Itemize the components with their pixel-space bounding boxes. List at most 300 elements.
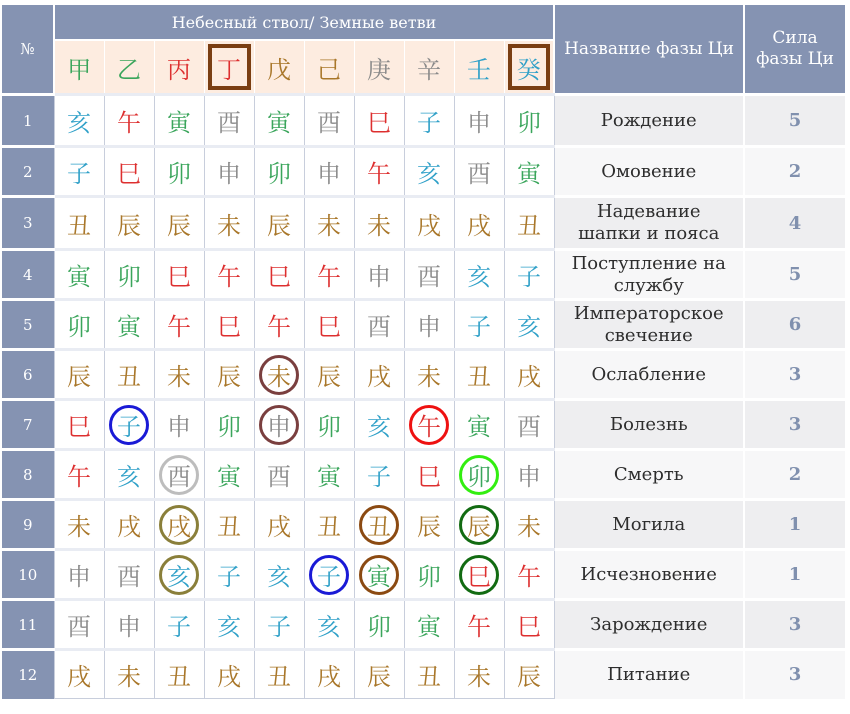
row-number: 5 <box>2 300 54 350</box>
branch-glyph: 巳 <box>417 463 441 491</box>
branch-cell <box>104 400 154 450</box>
branch-glyph: 巳 <box>317 313 341 341</box>
branch-cell <box>354 650 404 699</box>
branch-cell <box>54 300 104 350</box>
highlight-ring <box>459 455 499 495</box>
branch-cell <box>304 300 354 350</box>
branch-cell <box>154 500 204 550</box>
branch-glyph: 亥 <box>117 463 141 491</box>
branch-cell <box>504 600 554 650</box>
branch-glyph: 子 <box>517 263 541 291</box>
branch-glyph: 寅 <box>117 313 141 341</box>
branch-cell <box>354 250 404 300</box>
branch-glyph: 卯 <box>417 563 441 591</box>
branch-cell <box>154 350 204 400</box>
branch-cell <box>454 350 504 400</box>
highlight-ring <box>309 555 349 595</box>
table-row <box>2 350 845 400</box>
branch-cell <box>504 450 554 500</box>
branch-glyph: 未 <box>467 663 491 691</box>
stem-bing: 丙 <box>154 40 204 95</box>
branch-cell <box>154 250 204 300</box>
branch-glyph: 午 <box>467 613 491 641</box>
branch-glyph: 辰 <box>267 211 291 240</box>
branch-cell <box>254 250 304 300</box>
branch-cell <box>304 450 354 500</box>
phase-name-line1: Зарождение <box>590 613 708 635</box>
stem-ding: 丁 <box>204 40 254 95</box>
phase-name-line1: Смерть <box>613 463 684 485</box>
phase-power: 2 <box>744 450 845 500</box>
branch-cell <box>404 550 454 600</box>
branch-glyph: 辰 <box>67 363 91 391</box>
branch-glyph: 丑 <box>117 363 141 391</box>
branch-cell <box>504 500 554 550</box>
branch-glyph: 亥 <box>367 413 391 441</box>
branch-cell <box>154 300 204 350</box>
branch-glyph: 亥 <box>417 160 441 188</box>
branch-cell <box>404 197 454 250</box>
branch-glyph: 寅 <box>417 613 441 641</box>
branch-cell <box>354 550 404 600</box>
branch-cell <box>404 350 454 400</box>
phase-name <box>554 500 744 550</box>
phase-power: 6 <box>744 300 845 350</box>
branch-glyph: 巳 <box>217 313 241 341</box>
branch-cell <box>454 650 504 699</box>
branch-glyph: 寅 <box>217 463 241 491</box>
row-number: 1 <box>2 95 54 147</box>
stems-branches-title: Небесный ствол/ Земные ветви <box>54 5 554 40</box>
branch-glyph: 申 <box>67 563 91 591</box>
row-number: 8 <box>2 450 54 500</box>
phase-name <box>554 300 744 350</box>
phase-name <box>554 197 744 250</box>
branch-glyph: 寅 <box>367 563 391 591</box>
branch-glyph: 亥 <box>167 563 191 591</box>
table-row <box>2 147 845 197</box>
branch-glyph: 未 <box>217 211 241 240</box>
branch-cell <box>54 450 104 500</box>
phase-name-line1: Надевание <box>596 201 701 222</box>
branch-cell <box>254 400 304 450</box>
branch-cell <box>104 250 154 300</box>
branch-cell <box>54 500 104 550</box>
highlight-ring <box>359 555 399 595</box>
row-number: 10 <box>2 550 54 600</box>
table-row <box>2 500 845 550</box>
branch-glyph: 申 <box>467 109 491 137</box>
phase-power: 3 <box>744 600 845 650</box>
branch-glyph: 子 <box>67 160 91 188</box>
phase-power: 2 <box>744 147 845 197</box>
phase-name-line2: свечение <box>604 324 693 346</box>
branch-glyph: 丑 <box>217 513 241 541</box>
branch-glyph: 子 <box>317 563 341 591</box>
branch-glyph: 辰 <box>367 663 391 691</box>
table-row <box>2 197 845 250</box>
branch-cell <box>104 147 154 197</box>
branch-cell <box>354 147 404 197</box>
branch-cell <box>354 197 404 250</box>
branch-glyph: 亥 <box>267 563 291 591</box>
branch-cell <box>304 197 354 250</box>
branch-cell <box>304 500 354 550</box>
branch-glyph: 午 <box>67 463 91 491</box>
row-number: 2 <box>2 147 54 197</box>
phase-name <box>554 600 744 650</box>
branch-glyph: 未 <box>517 513 541 541</box>
branch-cell <box>354 350 404 400</box>
branch-cell <box>404 95 454 147</box>
branch-cell <box>454 147 504 197</box>
phase-name <box>554 400 744 450</box>
branch-cell <box>154 95 204 147</box>
branch-glyph: 巳 <box>67 413 91 441</box>
branch-glyph: 戌 <box>467 211 491 240</box>
branch-cell <box>54 400 104 450</box>
branch-cell <box>54 197 104 250</box>
branch-glyph: 子 <box>417 109 441 137</box>
branch-glyph: 辰 <box>317 363 341 391</box>
branch-glyph: 卯 <box>217 413 241 441</box>
phase-name-line2: службу <box>613 274 684 296</box>
branch-glyph: 辰 <box>117 211 141 240</box>
phase-name <box>554 650 744 699</box>
branch-cell <box>354 600 404 650</box>
branch-cell <box>404 600 454 650</box>
branch-cell <box>404 650 454 699</box>
branch-cell <box>504 147 554 197</box>
branch-cell <box>504 400 554 450</box>
branch-glyph: 酉 <box>317 109 341 137</box>
branch-glyph: 子 <box>117 413 141 441</box>
row-number: 12 <box>2 650 54 699</box>
branch-glyph: 戌 <box>117 513 141 541</box>
branch-glyph: 午 <box>367 160 391 188</box>
branch-cell <box>204 147 254 197</box>
branch-glyph: 戌 <box>267 513 291 541</box>
branch-cell <box>204 600 254 650</box>
branch-glyph: 申 <box>367 263 391 291</box>
branch-cell <box>404 400 454 450</box>
phase-power: 3 <box>744 350 845 400</box>
branch-glyph: 午 <box>517 563 541 591</box>
branch-cell <box>504 300 554 350</box>
highlight-ring <box>159 555 199 595</box>
branch-cell <box>254 450 304 500</box>
highlight-ring <box>459 505 499 545</box>
highlight-ring <box>459 555 499 595</box>
branch-cell <box>354 450 404 500</box>
branch-glyph: 戌 <box>317 663 341 691</box>
branch-cell <box>304 250 354 300</box>
table-row <box>2 600 845 650</box>
branch-glyph: 寅 <box>467 413 491 441</box>
row-number: 3 <box>2 197 54 250</box>
branch-cell <box>254 600 304 650</box>
stem-jia: 甲 <box>54 40 104 95</box>
branch-glyph: 午 <box>317 263 341 291</box>
branch-glyph: 申 <box>417 313 441 341</box>
phase-name <box>554 250 744 300</box>
phase-power-header-line1: Сила <box>772 28 818 48</box>
branch-glyph: 子 <box>217 563 241 591</box>
highlight-ring <box>359 505 399 545</box>
branch-glyph: 酉 <box>217 109 241 137</box>
branch-glyph: 丑 <box>417 663 441 691</box>
highlight-ring <box>409 405 449 445</box>
phase-name-line2: шапки и пояса <box>578 223 720 244</box>
branch-glyph: 午 <box>267 313 291 341</box>
highlight-ring <box>259 405 299 445</box>
branch-cell <box>204 400 254 450</box>
branch-glyph: 子 <box>167 613 191 641</box>
phase-name <box>554 450 744 500</box>
branch-glyph: 未 <box>317 211 341 240</box>
branch-glyph: 卯 <box>367 613 391 641</box>
branch-cell <box>54 550 104 600</box>
branch-cell <box>504 350 554 400</box>
branch-cell <box>504 250 554 300</box>
phase-name-line1: Омовение <box>601 160 697 182</box>
table-row <box>2 300 845 350</box>
branch-glyph: 酉 <box>167 463 191 491</box>
table-row <box>2 450 845 500</box>
branch-cell <box>304 95 354 147</box>
highlight-ring <box>159 455 199 495</box>
branch-cell <box>204 550 254 600</box>
branch-cell <box>354 95 404 147</box>
branch-glyph: 午 <box>417 413 441 441</box>
branch-glyph: 申 <box>167 413 191 441</box>
branch-cell <box>504 95 554 147</box>
row-number: 6 <box>2 350 54 400</box>
branch-glyph: 卯 <box>467 463 491 491</box>
branch-cell <box>454 250 504 300</box>
branch-glyph: 酉 <box>67 613 91 641</box>
branch-cell <box>254 95 304 147</box>
phase-power-header <box>744 5 845 95</box>
branch-glyph: 寅 <box>67 263 91 291</box>
branch-glyph: 戌 <box>167 513 191 541</box>
branch-glyph: 戌 <box>217 663 241 691</box>
phase-name <box>554 147 744 197</box>
row-number: 7 <box>2 400 54 450</box>
branch-cell <box>204 350 254 400</box>
branch-glyph: 酉 <box>517 413 541 441</box>
branch-cell <box>504 550 554 600</box>
table-row <box>2 250 845 300</box>
branch-glyph: 辰 <box>417 513 441 541</box>
branch-glyph: 酉 <box>267 463 291 491</box>
phase-name-line1: Исчезновение <box>580 563 717 585</box>
branch-glyph: 丑 <box>367 513 391 541</box>
branch-cell <box>154 650 204 699</box>
phase-power: 1 <box>744 550 845 600</box>
highlight-ring <box>159 505 199 545</box>
branch-cell <box>254 197 304 250</box>
branch-cell <box>204 650 254 699</box>
branch-cell <box>104 500 154 550</box>
branch-glyph: 卯 <box>67 313 91 341</box>
branch-glyph: 未 <box>267 363 291 391</box>
branch-glyph: 午 <box>117 109 141 137</box>
branch-glyph: 亥 <box>67 109 91 137</box>
branch-glyph: 亥 <box>517 313 541 341</box>
branch-cell <box>304 600 354 650</box>
branch-cell <box>304 550 354 600</box>
stem-geng: 庚 <box>354 40 404 95</box>
branch-glyph: 戌 <box>67 663 91 691</box>
branch-cell <box>404 250 454 300</box>
branch-cell <box>104 450 154 500</box>
branch-cell <box>54 250 104 300</box>
branch-glyph: 子 <box>367 463 391 491</box>
branch-cell <box>454 500 504 550</box>
branch-glyph: 巳 <box>267 263 291 291</box>
branch-cell <box>404 500 454 550</box>
branch-glyph: 申 <box>317 160 341 188</box>
branch-glyph: 申 <box>217 160 241 188</box>
branch-glyph: 辰 <box>167 211 191 240</box>
branch-glyph: 卯 <box>267 160 291 188</box>
branch-glyph: 酉 <box>117 563 141 591</box>
branch-glyph: 丑 <box>267 663 291 691</box>
phase-power: 4 <box>744 197 845 250</box>
row-number: 4 <box>2 250 54 300</box>
branch-glyph: 申 <box>117 613 141 641</box>
branch-cell <box>404 147 454 197</box>
phase-power: 5 <box>744 250 845 300</box>
table-row <box>2 650 845 699</box>
branch-glyph: 酉 <box>467 160 491 188</box>
branch-glyph: 未 <box>67 513 91 541</box>
branch-cell <box>254 147 304 197</box>
branch-glyph: 子 <box>467 313 491 341</box>
branch-cell <box>204 197 254 250</box>
phase-name-header: Название фазы Ци <box>554 5 744 95</box>
branch-cell <box>204 250 254 300</box>
branch-glyph: 丑 <box>167 663 191 691</box>
number-column-header: № <box>2 5 54 95</box>
phase-name-line1: Болезнь <box>609 413 688 435</box>
branch-glyph: 卯 <box>167 160 191 188</box>
highlight-ring <box>259 355 299 395</box>
table-row <box>2 400 845 450</box>
qi-phases-table <box>2 5 845 699</box>
branch-cell <box>254 650 304 699</box>
branch-glyph: 寅 <box>267 109 291 137</box>
branch-cell <box>454 197 504 250</box>
branch-cell <box>154 600 204 650</box>
phase-power-header-line2: фазы Ци <box>756 49 834 69</box>
branch-cell <box>104 550 154 600</box>
branch-cell <box>204 450 254 500</box>
stem-ren: 壬 <box>454 40 504 95</box>
branch-glyph: 戌 <box>517 363 541 391</box>
branch-cell <box>504 197 554 250</box>
branch-glyph: 酉 <box>417 263 441 291</box>
branch-glyph: 亥 <box>217 613 241 641</box>
branch-glyph: 未 <box>167 363 191 391</box>
branch-cell <box>254 350 304 400</box>
branch-glyph: 巳 <box>467 563 491 591</box>
branch-cell <box>454 95 504 147</box>
branch-glyph: 戌 <box>417 211 441 240</box>
branch-glyph: 卯 <box>317 413 341 441</box>
branch-cell <box>454 550 504 600</box>
branch-cell <box>304 400 354 450</box>
phase-power: 1 <box>744 500 845 550</box>
branch-cell <box>54 350 104 400</box>
branch-cell <box>154 450 204 500</box>
branch-glyph: 寅 <box>517 160 541 188</box>
branch-cell <box>454 600 504 650</box>
branch-cell <box>354 500 404 550</box>
row-number: 9 <box>2 500 54 550</box>
stem-ji: 己 <box>304 40 354 95</box>
branch-cell <box>204 95 254 147</box>
branch-glyph: 午 <box>217 263 241 291</box>
phase-name-line1: Могила <box>612 513 686 535</box>
branch-cell <box>354 300 404 350</box>
branch-cell <box>304 650 354 699</box>
phase-name <box>554 550 744 600</box>
branch-glyph: 亥 <box>467 263 491 291</box>
phase-name-line1: Ослабление <box>591 363 707 385</box>
branch-glyph: 丑 <box>317 513 341 541</box>
branch-cell <box>104 600 154 650</box>
branch-glyph: 申 <box>517 463 541 491</box>
stem-gui: 癸 <box>504 40 554 95</box>
branch-cell <box>54 95 104 147</box>
branch-cell <box>254 300 304 350</box>
branch-cell <box>504 650 554 699</box>
branch-cell <box>154 197 204 250</box>
branch-cell <box>54 147 104 197</box>
branch-glyph: 申 <box>267 413 291 441</box>
branch-glyph: 未 <box>417 363 441 391</box>
branch-glyph: 亥 <box>317 613 341 641</box>
branch-cell <box>104 197 154 250</box>
highlight-ring <box>109 405 149 445</box>
branch-glyph: 午 <box>167 313 191 341</box>
table-row <box>2 95 845 147</box>
branch-glyph: 辰 <box>217 363 241 391</box>
branch-glyph: 未 <box>117 663 141 691</box>
phase-name-line1: Питание <box>607 663 691 685</box>
branch-glyph: 寅 <box>317 463 341 491</box>
phase-power: 3 <box>744 650 845 699</box>
branch-glyph: 寅 <box>167 109 191 137</box>
branch-cell <box>104 350 154 400</box>
phase-rows <box>2 95 845 699</box>
branch-glyph: 辰 <box>467 513 491 541</box>
branch-cell <box>204 300 254 350</box>
branch-cell <box>104 95 154 147</box>
stem-yi: 乙 <box>104 40 154 95</box>
phase-name-line1: Поступление на <box>571 252 726 274</box>
branch-glyph: 辰 <box>517 663 541 691</box>
phase-name-line1: Императорское <box>573 302 724 324</box>
branch-cell <box>54 650 104 699</box>
branch-cell <box>404 300 454 350</box>
branch-glyph: 戌 <box>367 363 391 391</box>
branch-glyph: 丑 <box>517 211 541 240</box>
branch-cell <box>104 300 154 350</box>
branch-cell <box>454 400 504 450</box>
